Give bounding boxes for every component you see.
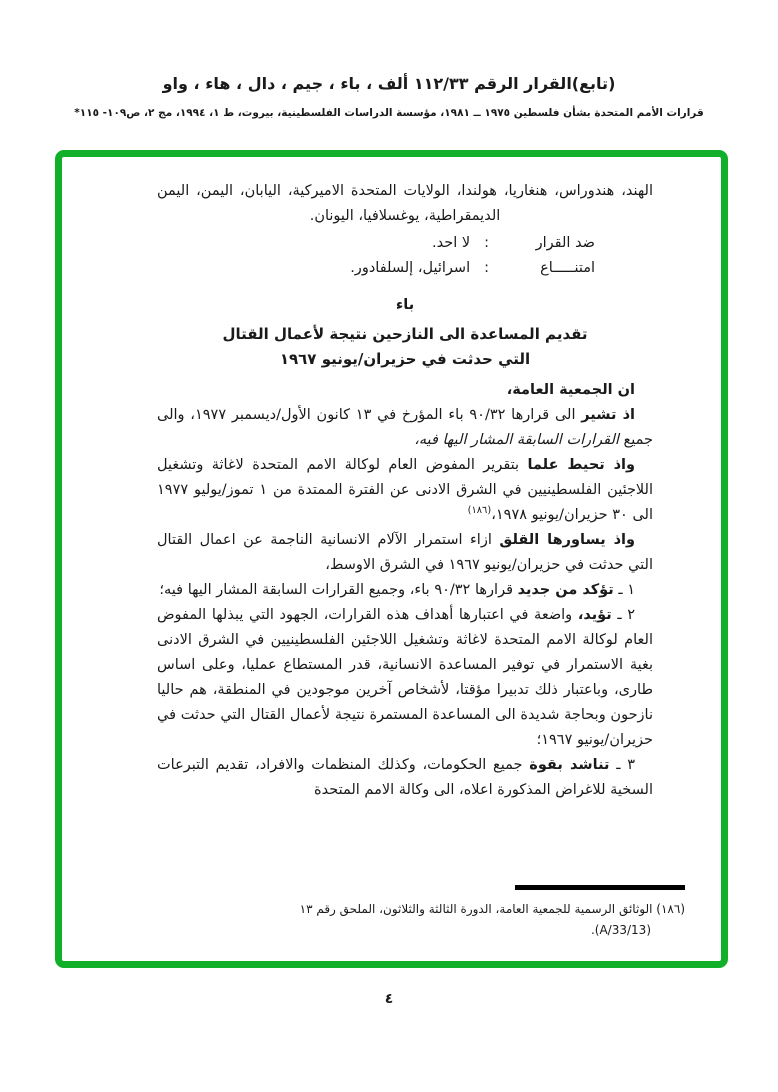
voting-countries-list: الهند، هندوراس، هنغاريا، هولندا، الولايات المتحدة الاميركية، اليابان، اليمن، اليمن الديمقراطية، يوغسلافيا، اليونان. [157,183,653,224]
footnote-document-symbol: (A/33/13). [590,923,651,937]
section-letter: باء [395,297,415,313]
resolution-paragraph: ٣ ـ تناشد بقوة جميع الحكومات، وكذلك المنظمات والافراد، تقديم التبرعات السخية للاغراض المذكورة اعلاه، الى وكالة الامم المتحدة [157,757,653,798]
section-title-line-1: تقديم المساعدة الى النازحين نتيجة لأعمال القتال [222,325,588,343]
vote-value: اسرائيل، إلسلفادور. [350,260,471,276]
vote-results [157,231,653,281]
vote-label: امتنـــــاع [540,260,595,276]
page-number: ٤ [384,991,394,1007]
vote-row [157,231,595,256]
resolution-paragraph: واذ يساورها القلق ازاء استمرار الآلام الانسانية الناجمة عن اعمال القتال التي حدثت في حزيران/يونيو ١٩٦٧ في الشرق الاوسط، [157,532,653,573]
vote-colon: : [484,260,489,276]
section-title-line-2: التي حدثت في حزيران/يونيو ١٩٦٧ [279,350,531,368]
resolution-paragraph: واذ تحيط علما بتقرير المفوض العام لوكالة الامم المتحدة لاغاثة وتشغيل اللاجئين الفلسطينيين في الشرق الادنى عن الفترة الممتدة من ١ تموز/يوليو ١٩٧٧ الى ٣٠ حزيران/يونيو ١٩٧٨،$^{(١٨٦)}$ [157,457,654,523]
resolution-paragraph: ١ ـ تؤكد من جديد قرارها ٩٠/٣٢ باء، وجميع القرارات السابقة المشار اليها فيه؛ [159,582,635,598]
resolution-number-title: (تابع)القرار الرقم ١١٢/٣٣ ألف ، باء ، جيم ، دال ، هاء ، واو [162,74,616,93]
document-header [0,74,778,119]
preamble-intro: ان الجمعية العامة، [506,382,635,398]
footnote-block [215,885,685,941]
resolution-paragraphs [157,403,653,803]
footnote-reference-marker: (١٨٦) [467,505,492,517]
vote-row [157,256,595,281]
resolution-paragraph: ٢ ـ تؤيد، واضعة في اعتبارها أهداف هذه القرارات، الجهود التي يبذلها المفوض العام لوكالة الامم المتحدة لاغاثة وتشغيل اللاجئين الفلسطينيين في الشرق الادنى بغية الاستمرار في توفير المساعدة الانسانية، قدر المستطاع عمليا، وعلى اساس طارى، وباعتبار ذلك تدبيرا مؤقتا، لأشخاص آخرين موجودين في المنطقة، هم حاليا نازحون وبحاجة شديدة الى المساعدة المستمرة نتيجة لأعمال القتال التي حدثت في حزيران/يونيو ١٩٦٧؛ [157,607,653,748]
vote-label: ضد القرار [535,235,595,251]
resolution-paragraph: اذ تشير الى قرارها ٩٠/٣٢ باء المؤرخ في ١٣ كانون الأول/ديسمبر ١٩٧٧، والى جميع القرارات السابقة المشار اليها فيه، [157,407,653,448]
vote-value: لا احد. [432,235,471,251]
footnote-separator-rule [515,885,685,890]
vote-colon: : [484,235,489,251]
page-content [62,157,721,961]
source-citation: قرارات الأمم المتحدة بشأن فلسطين ١٩٧٥ ــ ١٩٨١، مؤسسة الدراسات الفلسطينية، بيروت، ط ١، ١٩٩٤، مج ٢، ص١٠٩- ١١٥* [74,107,704,119]
page-frame-border [55,150,728,968]
footnote-text: (١٨٦) الوثائق الرسمية للجمعية العامة، الدورة الثالثة والثلاثون، الملحق رقم ١٣ [299,902,685,916]
